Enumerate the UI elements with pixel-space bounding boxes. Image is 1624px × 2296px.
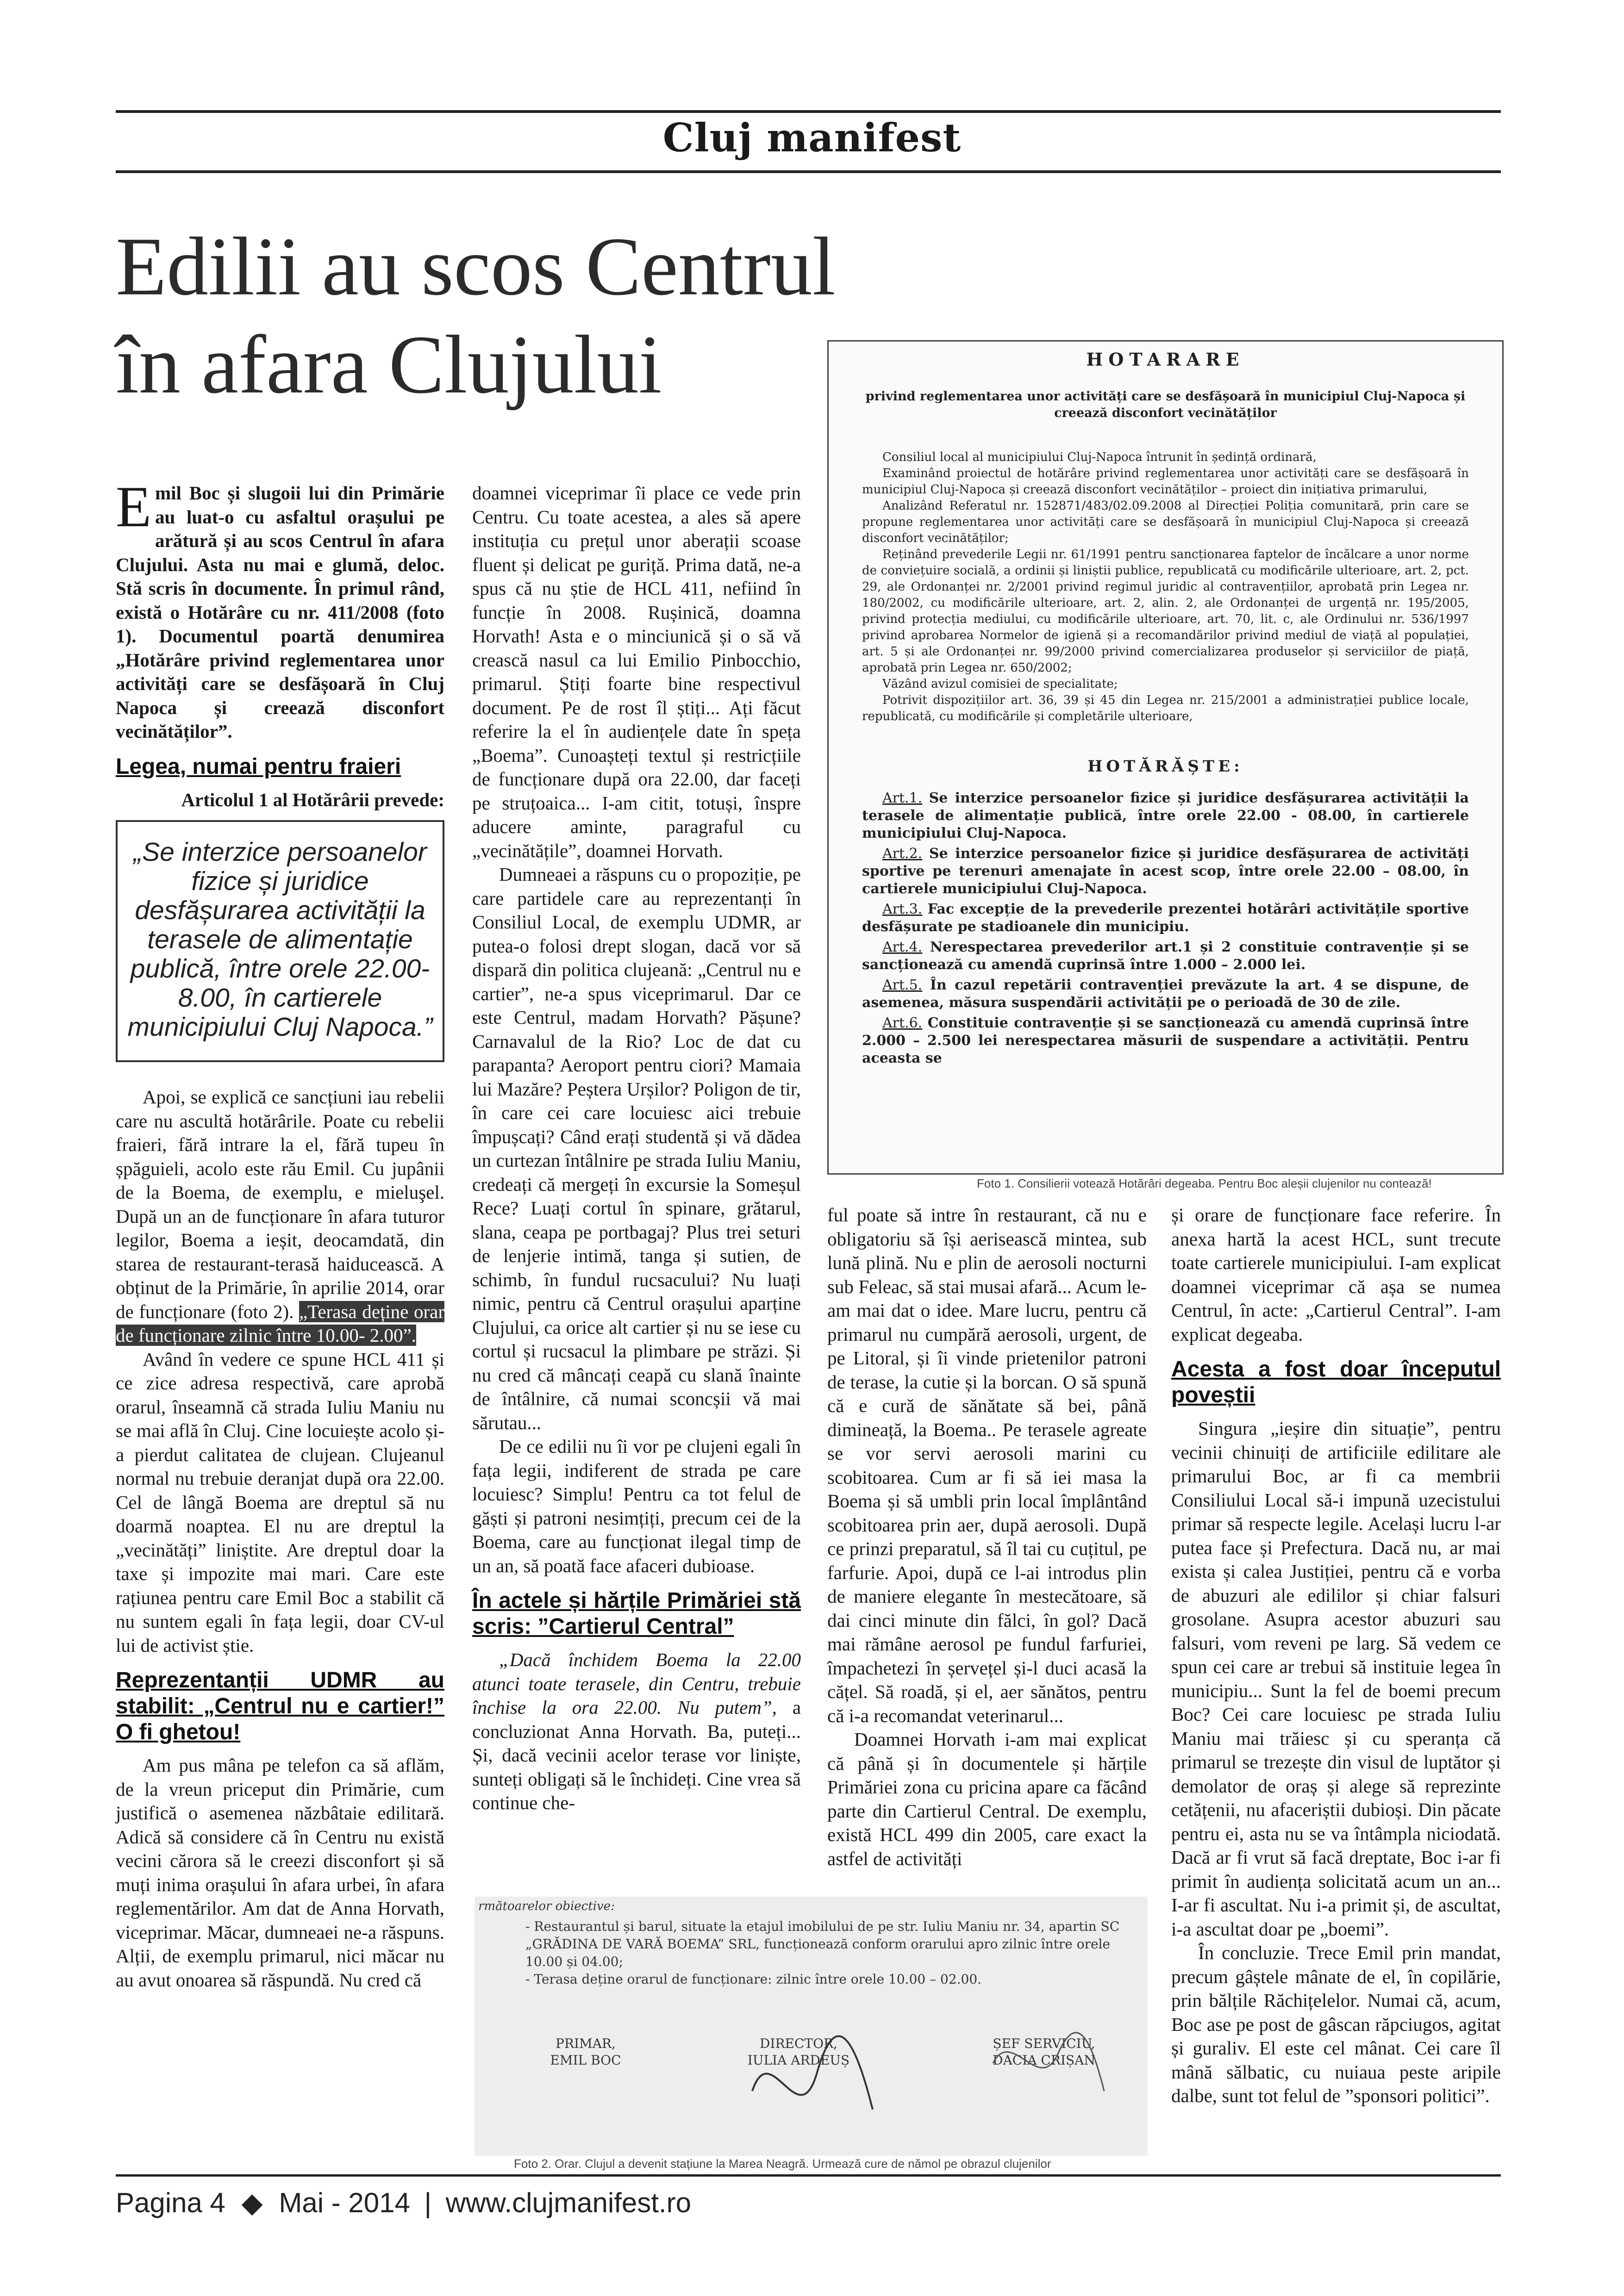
paragraph-text: Apoi, se explică ce sancțiuni iau rebelii care nu ascultă hotărârile. Poate cu rebelii fraieri, fără intrare la el, fără tupeu în șpăguieli, acolo este rău Emil. Cu jupânii de la Boema, de exemplu, e mieluşel. După un an de funcționare în afara tuturor legilor, Boema a ieșit, deocamdată, din starea de restaurant-terasă haiducească. A obținut de la Primărie, în aprilie 2014, orar de funcționare (foto 2).	[116, 1086, 444, 1322]
article-text: În cazul repetării contravenției prevăzute la art. 4 se dispune, de asemenea, măsura suspendării activității pe o perioadă de 30 de zile.	[862, 977, 1469, 1011]
column-3	[827, 1203, 1147, 1871]
sig-name: EMIL BOC	[550, 2053, 621, 2068]
column-4	[1171, 1203, 1501, 2108]
doc2-line: - Terasa deține orarul de funcționare: zilnic între orele 10.00 – 02.00.	[525, 1972, 982, 1987]
doc-title: HOTARARE	[1086, 349, 1245, 370]
top-rule	[116, 110, 1501, 113]
article-label: Art.1.	[882, 790, 923, 806]
photo-1-caption: Foto 1. Consilierii votează Hotărâri degeaba. Pentru Boc aleșii clujenilor nu contează!	[977, 1176, 1432, 1190]
doc-articles	[862, 790, 1469, 1067]
page-footer	[116, 2187, 691, 2219]
masthead: Cluj manifest	[662, 115, 962, 161]
sig-role: DIRECTOR,	[759, 2036, 838, 2051]
doc2-line: - Restaurantul și barul, situate la etajul imobilului de pe str. Iuliu Maniu nr. 34, apartin SC „GRĂDINA DE VARĂ BOEMA” SRL, funcționează conform orarului apro zilnic între orele 10.00 și 04.00;	[525, 1919, 1120, 1969]
article-text: Fac excepție de la prevederile prezentei hotărâri activitățile sportive desfășurate pe stadioanele din municipiu.	[862, 901, 1469, 935]
sig-name: IULIA ARDEUȘ	[747, 2053, 850, 2068]
photo-2-orar	[475, 1897, 1148, 2156]
website-link[interactable]: www.clujmanifest.ro	[445, 2187, 691, 2218]
doc-para: Consiliul local al municipiului Cluj-Napoca întrunit în ședință ordinară,	[882, 450, 1317, 464]
doc-article	[862, 977, 1469, 1012]
lead-paragraph	[116, 475, 444, 744]
page-number: Pagina 4	[116, 2187, 225, 2218]
issue-date: Mai - 2014	[279, 2187, 410, 2218]
paragraph: De ce edilii nu îi vor pe clujeni egali în fața legii, indiferent de strada pe care locuiesc? Simplu! Pentru ca tot felul de găști și patroni nesimțiți, precum cei de la Boema, care au funcționat ilegal timp de un an, să poată face afaceri dubioase.	[472, 1436, 801, 1576]
article-label: Art.2.	[882, 846, 923, 862]
paragraph: doamnei viceprimar îi place ce vede prin Centru. Cu toate acestea, a ales să apere instituția cu prețul unor aberații scoase fluent și delicat pe guriță. Prima dată, ne-a spus că nu știe de HCL 411, nefiind în funcție în 2008. Rușinică, doamna Horvath! Asta e o minciunică și o să vă crească nasul ca lui Emilio Pinbocchio, primarul. Știți foarte bine respectivul document. Pe de rost îl știți... Ați făcut referire la el în audiențele date în speța „Boema”. Cunoașteți textul și restricțiile de funcționare după ora 22.00, dar faceți pe struțoaica... I-am citit, totuși, înspre aducere aminte, paragraful cu „vecinătățile”, doamnei Horvath.	[472, 482, 801, 861]
doc-para: Examinând proiectul de hotărâre privind reglementarea unor activități care se desfășoară în municipiul Cluj-Napoca și creează disconfort vecinătăților – proiect din inițiativa primarului,	[862, 467, 1469, 497]
article-label: Art.6.	[882, 1015, 923, 1031]
masthead-rule	[116, 170, 1501, 173]
paragraph: În concluzie. Trece Emil prin mandat, precum gâștele mânate de el, în copilărie, prin bălțile Răchițelelor. Numai că, acum, Boc ase pe post de gâscan răpciugos, agitat și guraliv. El este cel mânat. Cei care îl mână sălbatic, cu nuiaua peste aripile dalbe, sunt tot felul de ”sponsori politici”.	[1171, 1942, 1501, 2106]
doc-para: Reținând prevederile Legii nr. 61/1991 pentru sancționarea faptelor de încălcare a unor norme de conviețuire socială, a ordinii și liniștii publice, republicată cu modificările ulterioare, art. 2, pct. 29, ale Ordonanței nr. 2/2001 privind regimul juridic al contravențiilor, aprobată prin Legea nr. 180/2002, cu modificările ulterioare, art. 2, alin. 2, ale Ordonanței de urgență nr. 195/2005, privind protecția mediului, cu modificările ulterioare, art. 70, lit. c, ale Ordinului nr. 536/1997 privind aprobarea Normelor de igienă și a recomandărilor privind mediul de viață al populației, art. 5 și ale Ordonanței nr. 99/2000 privind comercializarea produselor și serviciilor de piață, aprobată prin Legea nr. 650/2002;	[862, 548, 1469, 675]
doc-para: Văzând avizul comisiei de specialitate;	[882, 677, 1118, 691]
lead-text: mil Boc și slugoii lui din Primărie au luat-o cu asfaltul orașului pe arătură și au scos Centrul în afara Clujului. Asta nu mai e glumă, deloc. Stă scris în documente. În primul rând, există o Hotărâre cu nr. 411/2008 (foto 1). Documentul poartă denumirea „Hotărâre privind reglementarea unor activități care se desfășoară în Cluj Napoca și creează disconfort vecinătăților”.	[116, 482, 444, 742]
doc-article	[862, 901, 1469, 936]
doc-subtitle: privind reglementarea unor activități care se desfășoară în municipiul Cluj-Napoca și creează disconfort vecinătăților	[865, 389, 1466, 420]
paragraph	[472, 1648, 801, 1815]
doc-hotaraste: HOTĂRĂȘTE:	[1087, 757, 1243, 776]
paragraph: Dumneaei a răspuns cu o propoziție, pe care partidele care au reprezentanți în Consiliul Local, de exemplu UDMR, ar putea-o folosi drept slogan, dacă vor să dispară din politica clujeană: „Centrul nu e cartier”, ne-a spus viceprimarul. Dar ce este Centrul, madam Horvath? Pășune? Carnavalul de la Rio? Loc de dat cu parapanta? Aeroport pentru ciori? Mamaia lui Mazăre? Peștera Urșilor? Poligon de tir, în care cei care locuiesc aici trebuie împușcați? Când erați studentă și vă dădea un curtezan întâlnire pe strada Iuliu Maniu, credeați că mergeți în excursie la Someșul Rece? Luați cortul în spinare, grătarul, slana, ceapa pe portbagaj? Plus trei seturi de lenjerie intimă, tanga și sutien, de schimb, în fundul rucsacului? Nu luați nimic, pentru că Centrul orașului aparține Clujului, ca orice alt cartier și nu se iese cu cortul și rucsacul la plimbare pe străzi. Și nu cred că mâncați ceapă cu slană înainte de întâlnire, că numai sconcșii vă mai sărutau...	[472, 864, 801, 1433]
column-2	[472, 481, 801, 1815]
doc-para: Potrivit dispozițiilor art. 36, 39 și 45 din Legea nr. 215/2001 a administrației publice locale, republicată, cu modificările și completările ulterioare,	[862, 693, 1469, 723]
pull-quote: „Se interzice persoanelor fizice și juridice desfășurarea activității la terasele de alimentație publică, între orele 22.00- 8.00, în cartierele municipiului Cluj Napoca.”	[116, 820, 444, 1062]
paragraph: Având în vedere ce spune HCL 411 și ce zice adresa respectivă, care aprobă orarul, înseamnă că strada Iuliu Maniu nu se mai află în Cluj. Cine locuiește acolo și-a pierdut calitatea de clujean. Clujeanul normal nu trebuie deranjat după ora 22.00. Cel de lângă Boema are dreptul să nu doarmă noaptea. El nu are dreptul la „vecinătăți” liniștite. Are dreptul doar la taxe și impozite mai mari. Care este rațiunea pentru care Emil Boc a stabilit că nu suntem egali în fața legii, doar CV-ul lui de activist știe.	[116, 1348, 444, 1656]
drop-cap: E	[116, 475, 151, 539]
article-label: Art.3.	[882, 901, 923, 917]
paragraph-text: a concluzionat Anna Horvath. Ba, puteți... Și, dacă vecinii acelor terase vor liniște, sunteți obligați să le închideți. Cine vrea să continue che-	[472, 1697, 801, 1813]
headline	[116, 218, 949, 414]
footer-rule	[116, 2174, 1501, 2177]
headline-line1: Edilii au scos Centrul	[116, 220, 836, 312]
separator: |	[424, 2187, 432, 2218]
sig-role: ȘEF SERVICIU,	[993, 2036, 1095, 2051]
paragraph: Doamnei Horvath i-am mai explicat că până și în documentele și hărțile Primăriei zona cu pricina apare ca făcând parte din Cartierul Central. De exemplu, există HCL 499 din 2005, care exact la astfel de activități	[827, 1729, 1147, 1869]
sig-role: PRIMAR,	[556, 2036, 616, 2051]
column-1	[116, 475, 444, 1992]
doc-article	[862, 1014, 1469, 1067]
subheading-udmr: Reprezentanții UDMR au stabilit: „Centrul nu e cartier!” O fi ghetou!	[116, 1668, 444, 1744]
doc2-header: rmătoarelor obiective:	[478, 1899, 615, 1913]
paragraph: ful poate să intre în restaurant, că nu e obligatoriu să își aerisească mintea, sub lună plină. Nu e plin de aerosoli nocturni sub Feleac, să stai musai afară... Acum le-am mai dat o idee. Mare lucru, pentru că primarul nu cumpără aerosoli, urgent, de pe Litoral, și îi vinde prietenilor patroni de terase, la cutie și la borcan. O să spună că e cură de sănătate să bei, până dimineață, la Boema.. Pe terasele agreate se vor servi aerosoli marini cu scobitoarea. Cum ar fi să iei masa la Boema și să umbli prin local împlântând scobitoarea prin aer, după aerosoli. După ce prinzi preparatul, să îl tai cu cuțitul, pe farfurie. Apoi, după ce l-ai introdus plin de maniere elegante în mestecătoare, să dai cinci minute din fălci, în gol? Dacă mai rămâne aerosol pe fundul farfuriei, împachetezi în șervețel și-l duci acasă la cățel. Să roadă, și el, aer sănătos, pentru că i-a recomandat veterinarul...	[827, 1204, 1147, 1726]
sig-name: DACIA CRIȘAN	[993, 2053, 1095, 2068]
article-intro: Articolul 1 al Hotărârii prevede:	[181, 789, 444, 810]
paragraph	[116, 1085, 444, 1348]
handwritten-signature	[475, 1897, 1148, 2156]
doc-article	[862, 790, 1469, 842]
article-text: Nerespectarea prevederilor art.1 și 2 constituie contravenție și se sancționează cu amendă cuprinsă între 1.000 – 2.000 lei.	[862, 939, 1469, 973]
doc-preamble	[862, 449, 1469, 725]
highlighted-quote: „Terasa deține orar de funcționare zilnic între 10.00- 2.00”.	[116, 1300, 444, 1346]
subheading-inceputul: Acesta a fost doar începutul poveștii	[1171, 1357, 1501, 1407]
subheading-acte: În actele și hărțile Primăriei stă scris: ”Cartierul Central”	[472, 1588, 801, 1639]
article-text: Constituie contravenție și se sancționează cu amendă cuprinsă între 2.000 – 2.500 lei nerespectarea măsurii de suspendare a activității. Pentru aceasta se	[862, 1015, 1469, 1066]
article-label: Art.4.	[882, 939, 923, 955]
subheading-legea: Legea, numai pentru fraieri	[116, 754, 401, 779]
doc-article	[862, 845, 1469, 898]
italic-quote: „Dacă închidem Boema la 22.00 atunci toate terasele, din Centru, trebuie închise la ora 22.00. Nu putem”,	[472, 1649, 801, 1718]
doc-para: Analizând Referatul nr. 152871/483/02.09.2008 al Direcției Poliția comunitară, prin care se propune reglementarea unor activități care se desfășoară în municipiul Cluj-Napoca și creează disconfort vecinătăților;	[862, 499, 1469, 545]
paragraph: Am pus mâna pe telefon ca să aflăm, de la vreun priceput din Primărie, cum justifică o asemenea năzbâtaie edilitară. Adică să considere că în Centru nu există vecini cărora să le creezi disconfort și să muți inima orașului în afara urbei, în afara reglementărilor. Am dat de Anna Horvath, viceprimar. Măcar, dumneaei ne-a răspuns. Alții, de exemplu primarul, nici măcar nu au avut onoarea să răspundă. Nu cred că	[116, 1755, 444, 1991]
article-text: Se interzice persoanelor fizice și juridice desfășurarea de activități sportive pe terenuri amenajate în acest scop, între orele 22.00 – 08.00, în cartierele municipiului Cluj-Napoca.	[862, 846, 1469, 897]
diamond-icon: ◆	[241, 2187, 263, 2218]
photo-2-caption: Foto 2. Orar. Clujul a devenit stațiune la Marea Neagră. Urmează cure de nămol pe obrazul clujenilor	[514, 2157, 1051, 2171]
photo-1-hotarare	[827, 340, 1504, 1175]
doc-article	[862, 939, 1469, 974]
paragraph: și orare de funcționare face referire. În anexa hartă la acest HCL, sunt trecute toate cartierele municipiului. I-am explicat doamnei viceprimar că așa se numea Centrul, în acte: „Cartierul Central”. I-am explicat degeaba.	[1171, 1204, 1501, 1345]
paragraph: Singura „ieșire din situație”, pentru vecinii chinuiți de artificiile edilitare ale primarului Boc, ar fi ca membrii Consiliului Local să-i impună uzecistului primar să respecte legile. Același lucru l-ar putea face și Prefectura. Dacă nu, ar mai exista și calea Justiției, pentru că e vorba de abuzuri ale edililor și chiar falsuri grosolane. Asupra acestor abuzuri sau falsuri, vom reveni pe larg. Să vedem ce spun cei care ar trebui să instituie legea în municipiu... Sunt la fel de boemi precum Boc? Cei care locuiesc pe strada Iuliu Maniu mai trăiesc și cu speranța că primarul se trezește din visul de luptător și demolator de oraș și alege să reprezinte cetățenii, nu afaceriștii dubioși. Din păcate pentru ei, asta nu se va întâmpla niciodată. Dacă ar fi vrut să facă dreptate, Boc i-ar fi primit în audiența solicitată acum un an... I-ar fi ascultat. Nu i-a primit și, de ascultat, i-a ascultat doar pe „boemi”.	[1171, 1418, 1501, 1940]
headline-line2: în afara Clujului	[116, 318, 662, 411]
article-text: Se interzice persoanelor fizice și juridice desfășurarea activității la terasele de alimentație publică, între orele 22.00 - 08.00, în cartierele municipiului Cluj-Napoca.	[862, 790, 1469, 841]
article-label: Art.5.	[882, 977, 923, 993]
